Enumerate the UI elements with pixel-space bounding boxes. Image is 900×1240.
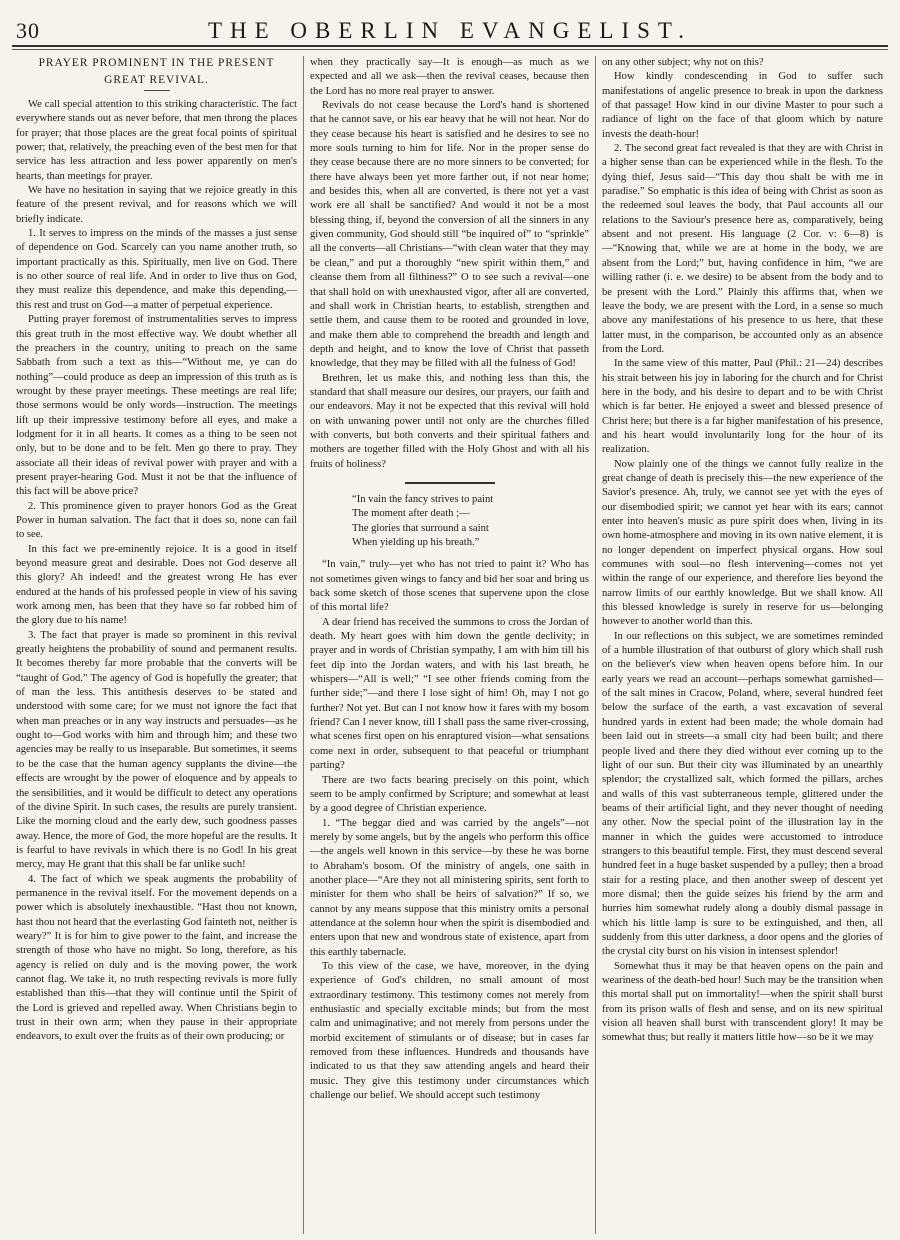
poem-line: The moment after death ;— xyxy=(352,508,470,520)
article-title-line-1: PRAYER PROMINENT IN THE PRESENT xyxy=(38,57,275,69)
paragraph: Revivals do not cease because the Lord's hand is shortened that he cannot save, or his ear heavy that he will not hear. Nor do they cease because his heart is satisfied and he desires to see no more souls turning to him for life. Nor in the proper sense do they cease because there are no more sinners to be converted; for there have always been yet more farther out, if not near home; and besides this, when all are converted, is there not yet a vast work ere all shall be sanctified? And would it not be a most blessing thing, if, beyond the conversion of all the sinners in any given community, God should still “be inquired of” to “sprinkle” all the converts—all Christians—“with clean water that they may be clean,” and put a thoroughly “new spirit within them,” and cleanse them from all filthiness?” O to see such a revival—one that shall hold on with unexhausted vigor, after all are converted, and shall work in Christian hearts, to establish, strengthen and settle them, and cause them to be rooted and grounded in love, and make them able to comprehend the breadth and length and depth and height, and to know the love of Christ that passeth knowledge, that they may be filled with all the fulness of God! xyxy=(310,100,589,370)
paragraph: Now plainly one of the things we cannot fully realize in the great change of death is precisely this—the new experience of the Savior's presence. Ah, truly, we cannot see yet with the eyes of our disembodied spirit; we cannot yet hear with its ears; cannot enter into heaven's music as pure spirit does when, living in its own home-atmosphere and moving in its own native element, it is no longer dependent on imperfect physical organs. How soul communes with soul—no flesh intervening—comes not yet within the range of our experience, and therefore lies beyond the narrow limits of our earthly knowledge. But we shall know. All this blessed knowledge is surely in reserve for us—belonging however to another world than this. xyxy=(602,458,883,628)
article-title-line-2: GREAT REVIVAL. xyxy=(104,73,209,86)
column-3 xyxy=(596,56,889,1234)
newspaper-title: THE OBERLIN EVANGELIST. xyxy=(207,18,693,43)
paragraph: There are two facts bearing precisely on this point, which seem to be amply confirmed by Scripture; and somewhat at least by a good degree of Christian experience. xyxy=(310,774,589,815)
section-divider xyxy=(405,482,495,484)
paragraph: “In vain,” truly—yet who has not tried to paint it? Who has not sometimes given wings to fancy and bid her soar and bring us back some sketch of those scenes that supervene upon the close of this mortal life? xyxy=(310,559,589,614)
paragraph: We call special attention to this striking characteristic. The fact everywhere stands out as never before, that men throng the places for prayer; that those places are the great focal points of spiritual power; that, relatively, the preaching even of the best men for that service has less attraction and less power apparently on men's hearts, than meetings for prayer. xyxy=(16,99,297,182)
paragraph: In the same view of this matter, Paul (Phil.: 21—24) describes his strait between his joy in laboring for the church and for Christ here in the body, and his desire to depart and to be with Christ which is far better. He enjoyed a sweet and blessed presence of Christ here; but there is a far higher manifestation of his presence, and his heart would involuntarily long for the hour of its realization. xyxy=(602,358,883,456)
column-1 xyxy=(10,56,303,1234)
paragraph: 3. The fact that prayer is made so prominent in this revival greatly heightens the probability of sound and permanent results. It becomes thereby far more probable that the converts will be “taught of God.” The agency of God is hopefully the greater; that of man the less. This antithesis deserves to be stated and understood with some care; for we must not ignore the fact that when man preaches or in any way instructs and persuades—as he ought to—God works with him and through him; and these two agencies may be really to us inseparable. But sometimes, it seems to be the case that the human agency supplants the divine—the effects are wrought by the power of eloquence and by appeals to the sensibilities, and it would be difficult to detect any operations of the divine Spirit. In such cases, the results are purely transient. Like the morning cloud and the early dew, such goodness passes away. Hence, the more of God, the more hopeful are the results. It is fearful to have revivals in which there is no God! In his great mercy, may He grant that this shall be far unlike such! xyxy=(16,629,297,871)
article-columns xyxy=(10,56,890,1234)
paragraph: In this fact we pre-eminently rejoice. It is a good in itself beyond measure great and desirable. Does not God deserve all this glory? Ah indeed! and the greatest wrong He has ever endured at the hands of his professed people in view of his saving work among men, has been that they have so far robbed him of the glory due to his name! xyxy=(16,543,297,627)
poem-line: When yielding up his breath.” xyxy=(352,537,480,548)
paragraph: A dear friend has received the summons to cross the Jordan of death. My heart goes with him down the gentle declivity; in prayer and in words of Christian sympathy, I am with him till his feet dip into the Jordan waters, and with his last breath, he whispers—“All is well;” “I see other friends coming from the further side;”—and there I lose sight of him! Oh, may I not go further? Not yet. But can I not know how it fares with my bosom friend? Can I never know, till I shall pass the same river-crossing, what scenes first open on his enraptured vision—what sensations come next in order, subsequent to that peaceful or triumphant parting? xyxy=(310,616,589,772)
poem-line: “In vain the fancy strives to paint xyxy=(352,493,494,505)
poem-line: The glories that surround a saint xyxy=(352,522,489,534)
masthead-rule-thin xyxy=(12,49,888,50)
title-rule xyxy=(144,90,170,91)
paragraph: 1. It serves to impress on the minds of the masses a just sense of dependence on God. Scarcely can you name another truth, so important practically as this. Spiritually, men live on God. There is no other source of real life. And in order to live thus on God, they must realize this dependence, and make this depending,—this rest and trust on God—a matter of perpetual experience. xyxy=(16,228,297,311)
paragraph: In our reflections on this subject, we are sometimes reminded of a humble illustration of that outburst of glory which shall rush on the believer's view when heaven opens before him. In our early years we read an account—perhaps somewhat garnished—of the salt mines in Cracow, Poland, where, several hundred feet below the surface of the earth, a vast excavation of several hundred yards in extent had been made; the whole domain had been laid out in streets—a small city had been built; and there people lived and there they died without ever coming up to the light of our sun. But their city was illuminated by an unearthly splendor; the crystallized salt, which formed the pillars, arches and walls of this vast subterraneous temple, glittered under the beams of their artificial light, and they never thought of needing any other. Now the special point of the illustration lay in the manner in which the guides were accustomed to introduce strangers to this beautiful temple. First, they must descend several hundred feet in a huge basket suspended by a pulley; then a broad stair for a resting place, and then another sweep of descent yet more dismal; then the guide seizes his friend by the arm and hurries him somewhat rudely along a doubly dismal passage in which his little lamp is sure to be extinguished, and then, all suddenly from this utter darkness, a door opens and the glories of the crystal city burst on his vision in intensest splendor! xyxy=(602,630,883,958)
paragraph: 4. The fact of which we speak augments the probability of permanence in the revival itself. For the movement depends on a power which is absolutely inexhaustible. “Hast thou not known, hast thou not heard that the everlasting God fainteth not, neither is weary?” It is for him to give power to the faint, and increase the strength of those who have no might. So long, therefore, as his agency is relied on duly and is the moving power, the work cannot flag. We take it, no truth respecting revivals is more fully established than this—that they will continue until the Spirit of the Lord is grieved and repelled away. When Christians begin to trust in their own arm; when they pause in their appropriate endeavors, to exult over the fruits as of their own producing; or xyxy=(16,873,297,1043)
paragraph: To this view of the case, we have, moreover, in the dying experience of God's children, no small amount of most extraordinary testimony. This testimony comes not merely from enthusiastic and specially excitable minds; but from the most calm and unimaginative; and not merely from persons under the morbid excitement of stimulants or of disease; but in cases far removed from these influences. Hundreds and thousands have indicated to us that they saw attending angels and heard their music. They give this testimony under circumstances which challenge our belief. We should accept such testimony xyxy=(310,960,589,1102)
column-2 xyxy=(303,56,596,1234)
paragraph: How kindly condescending in God to suffer such manifestations of angelic presence to break in upon the darkness of that passage! How kind in our divine Master to pour such a radiance of light on the face of that gloom which by nature invests the death-hour! xyxy=(602,71,883,140)
paragraph: Somewhat thus it may be that heaven opens on the pain and weariness of the death-bed hour! Such may be the transition when this mortal shall put on immortality!—when the spirit shall burst from its prison walls of flesh and sense, and on its new spiritual vision all heaven shall burst with transcendent glory! It may be somewhat thus; but really it matters little how—so be it we may xyxy=(602,960,883,1044)
paragraph: 2. This prominence given to prayer honors God as the Great Power in human salvation. The fact that it does so, none can fail to see. xyxy=(16,500,297,541)
paragraph: We have no hesitation in saying that we rejoice greatly in this feature of the present revival, and for reasons which we will briefly indicate. xyxy=(16,185,297,225)
poem-quote xyxy=(310,493,589,550)
masthead xyxy=(0,0,900,50)
masthead-rule xyxy=(12,45,888,47)
paragraph: Putting prayer foremost of instrumentalities serves to impress this great truth in the most effective way. We doubt whether all the preachers in the country, uniting to preach on the same Sabbath from such a text as this—“Without me, ye can do nothing”—could produce as deep an impression of this truth as is wrought by these prayer meetings. These meetings are real life; those sermons would be only words—instruction. The meetings lift up their impressive testimony before all eyes, and make a lodgment for it in all hearts. It comes as a thing to be seen not only, but to be done and to be felt. Men go there to pray. They associate all their ideas of revival power with prayer and with a present prayer-hearing God. Must it not be that the influence of this fact will be above price? xyxy=(16,314,297,498)
page-number: 30 xyxy=(16,18,40,43)
paragraph: 1. “The beggar died and was carried by the angels”—not merely by some angels, but by the angels who perform this office—the angels well known in this service—by these he was borne to Abraham's bosom. Of the ministry of angels, one saith in another place—“Are they not all ministering spirits, sent forth to minister for them who shall be heirs of salvation?” If so, we cannot by any means suppose that this ministry omits a personal attendance at the solemn hour when the spirit is disembodied and enters upon that new and wondrous state of existence, apart from this earthly tabernacle. xyxy=(310,817,589,958)
paragraph: 2. The second great fact revealed is that they are with Christ in a higher sense than can be experienced while in the flesh. To the dying thief, Jesus said—“This day thou shalt be with me in paradise.” So emphatic is this idea of being with Christ as soon as the redeemed soul leaves the body, that Paul accounts all our relations to the Saviour's presence here as, comparatively, being absent and not present. His language (2 Cor. v: 6—8) is—“Knowing that, while we are at home in the body, we are absent from the Lord;” but, having confidence in him, “we are willing rather (i. e. we desire) to be absent from the body and to be present with the Lord.” Plainly this affirms that, when we leave the body, we are present with the Lord, in a sense so much above any manifestations of his presence to us here, that these latter must, in the comparison, be accounted only as an absence from the Lord. xyxy=(602,143,883,355)
paragraph: on any other subject; why not on this? xyxy=(602,57,764,68)
paragraph: Brethren, let us make this, and nothing less than this, the standard that shall measure our desires, our prayers, our faith and our endeavors. May it not be expected that this revival will hold on with unwaning power until not only are the churches filled with converts, but both converts and their spiritual fathers and mothers are together filled with the Holy Ghost and with all his fruits of holiness? xyxy=(310,372,589,470)
paragraph: when they practically say—It is enough—as much as we expected and all we ask—then the revival ceases, because then the Lord has no more real prayer to answer. xyxy=(310,57,589,97)
